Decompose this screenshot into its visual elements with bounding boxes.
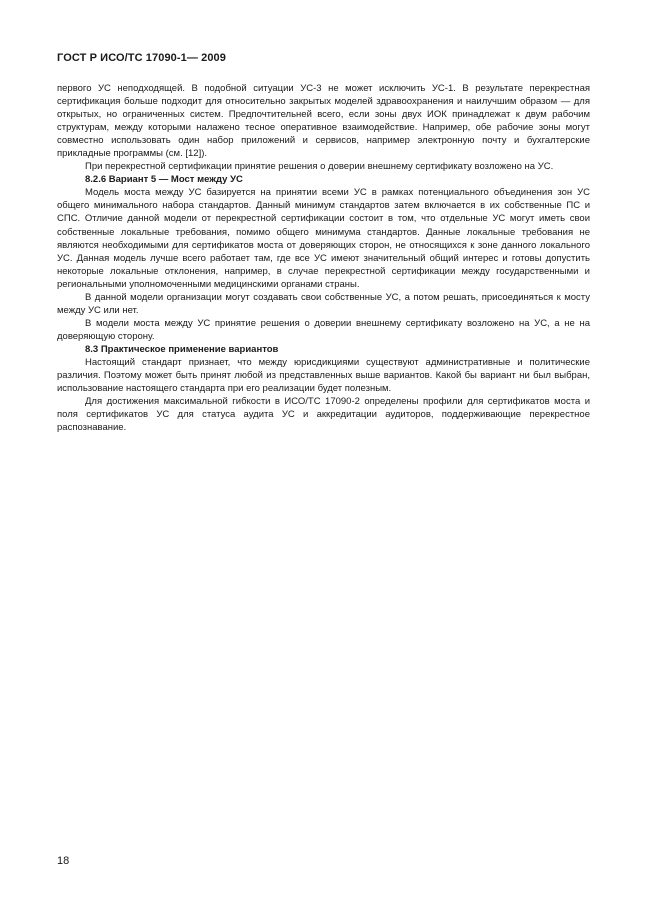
paragraph-cross-certification-trust: При перекрестной сертификации принятие решения о доверии внешнему сертификату возложено на УС. bbox=[85, 161, 554, 173]
paragraph-bridge-model: Модель моста между УС базируется на принятии всеми УС в рамках потенциального объединения зон УС общего минимального набора стандартов. Данный минимум стандартов затем включается в их собственные ПС и СПС. Отличие данной модели от перекрестной сертификации состоит в том, что отдельные УС могут иметь свои собственные локальные требования, помимо общего минимума стандартов. Данные локальные требования не являются необходимыми для сертификатов моста от доверяющих сторон, не относящихся к зоне данного локального УС. Данная модель лучше всего работает там, где все УС имеют значительный общий интерес и готовы допустить некоторые локальные отклонения, например, в случае перекрестной сертификации между государственными и региональными уполномоченными медицинскими органами страны. bbox=[57, 187, 590, 290]
section-heading-8-2-6: 8.2.6 Вариант 5 — Мост между УС bbox=[85, 174, 243, 186]
document-header: ГОСТ Р ИСО/ТС 17090-1— 2009 bbox=[57, 52, 226, 64]
paragraph-practical-application: Настоящий стандарт признает, что между юрисдикциями существуют административные и политические различия. Поэтому может быть принят любой из представленных выше вариантов. Какой бы вариант ни был выбран, использование настоящего стандарта при его реализации будет полезным. bbox=[57, 356, 590, 395]
page-number: 18 bbox=[57, 855, 70, 867]
paragraph-bridge-trust: В модели моста между УС принятие решения о доверии внешнему сертификату возложено на УС, а не на доверяющую сторону. bbox=[57, 317, 590, 342]
section-heading-8-3: 8.3 Практическое применение вариантов bbox=[85, 343, 279, 355]
paragraph-flexibility: Для достижения максимальной гибкости в ИСО/ТС 17090-2 определены профили для сертификатов моста и поля сертификатов УС для статуса аудита УС и аккредитации аудиторов, поддерживающие перекрестное распознавание. bbox=[57, 396, 590, 434]
document-body bbox=[57, 82, 590, 434]
paragraph-bridge-organizations: В данной модели организации могут создавать свои собственные УС, а потом решать, присоединяться к мосту между УС или нет. bbox=[57, 291, 590, 316]
paragraph-cross-certification-continued: первого УС неподходящей. В подобной ситуации УС-3 не может исключить УС-1. В результате перекрестная сертификация больше подходит для относительно закрытых моделей здравоохранения и наилучшим образом — для открытых, но ограниченных систем. Предпочтительней всего, если зоны двух ИОК принадлежат к двум рабочим структурам, между которыми налажено тесное оперативное взаимодействие. Например, обе рабочие зоны могут совместно использовать один набор приложений и сервисов, например электронную почту и бухгалтерские прикладные программы (см. [12]). bbox=[57, 83, 590, 160]
